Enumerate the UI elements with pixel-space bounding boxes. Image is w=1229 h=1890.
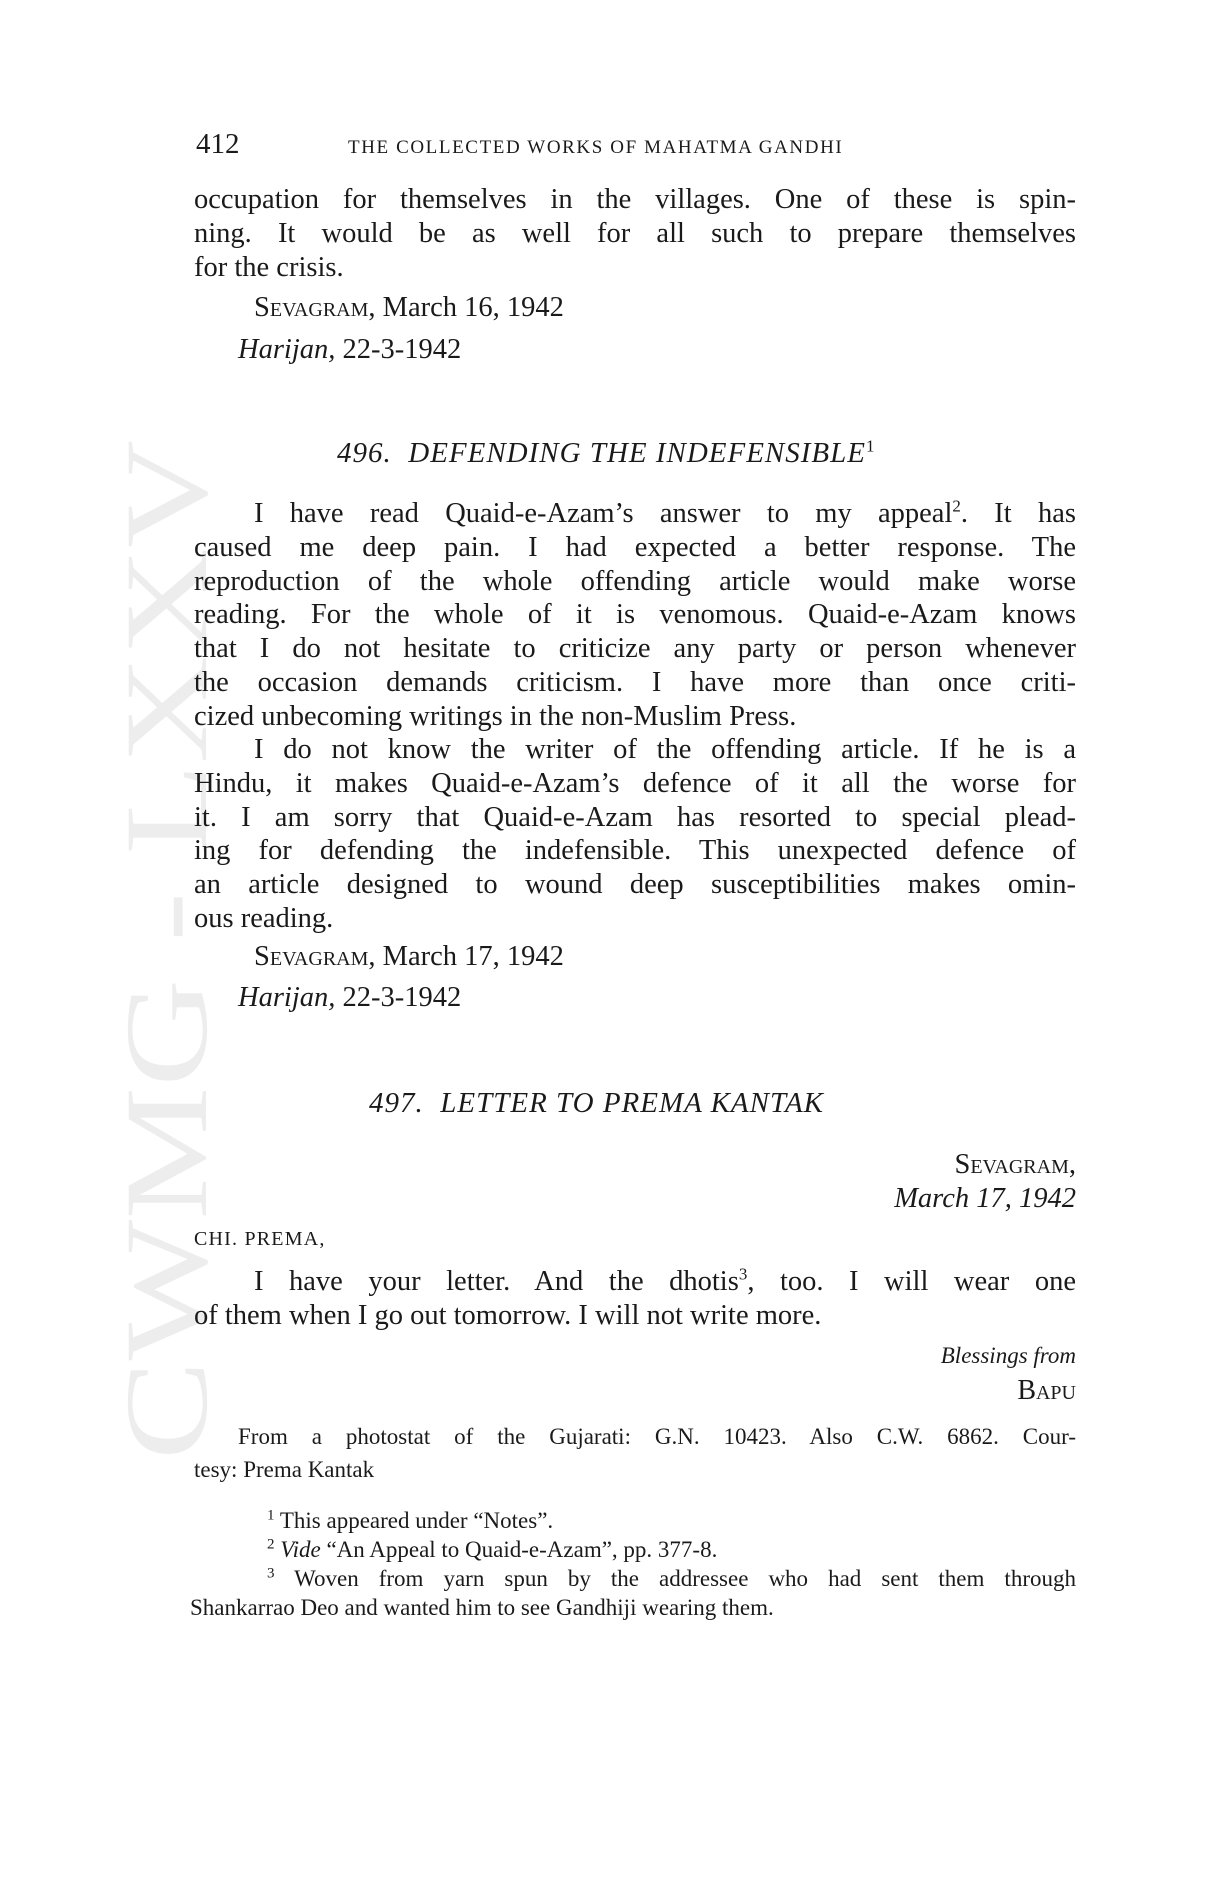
- source-publication: Harijan,: [238, 982, 336, 1013]
- text-line: an article designed to wound deep susceptibilities makes omin-: [194, 869, 1076, 901]
- letter-address: [194, 1148, 1076, 1216]
- text-line: reading. For the whole of it is venomous. Quaid-e-Azam knows: [194, 599, 1076, 631]
- footnote-mark: 2: [267, 1536, 275, 1553]
- footnote-ref: 2: [952, 496, 961, 516]
- footnote-text: This appeared under “Notes”.: [279, 1508, 554, 1533]
- text-line: I have your letter. And the dhotis: [254, 1266, 739, 1297]
- continued-paragraph: [194, 183, 1076, 284]
- text-line: ous reading.: [194, 902, 334, 934]
- section-number: 497.: [369, 1087, 424, 1119]
- letter-body: [194, 1265, 1076, 1333]
- source-date: 22-3-1942: [342, 334, 462, 365]
- footnotes: [190, 1506, 1076, 1622]
- section-title: DEFENDING THE INDEFENSIBLE: [408, 437, 866, 469]
- dateline-1: [194, 291, 1076, 325]
- footnote-mark: 1: [267, 1507, 275, 1524]
- signature: Bapu: [1017, 1375, 1076, 1406]
- section-title: LETTER TO PREMA KANTAK: [440, 1087, 824, 1119]
- address-date: March 17, 1942: [894, 1182, 1076, 1214]
- section-heading-497: [369, 1087, 824, 1120]
- dateline-place: Sevagram,: [254, 292, 376, 323]
- dateline-place: Sevagram,: [254, 941, 376, 972]
- text-line: I do not know the writer of the offending article. If he is a: [254, 734, 1076, 765]
- text-line: ning. It would be as well for all such to prepare themselves: [194, 217, 1076, 249]
- running-head: [196, 128, 1076, 168]
- text-line: it. I am sorry that Quaid-e-Azam has resorted to special plead-: [194, 801, 1076, 833]
- section-heading-496: [337, 437, 876, 470]
- address-place: Sevagram,: [954, 1149, 1076, 1180]
- footnote-ref: 3: [738, 1264, 748, 1284]
- salutation: CHI. PREMA,: [194, 1228, 326, 1250]
- text-line: . It has: [960, 498, 1076, 529]
- blessings: Blessings from: [940, 1343, 1076, 1368]
- dateline-date: March 16, 1942: [382, 292, 564, 323]
- page-number: 412: [196, 128, 240, 160]
- letter-signature: [194, 1343, 1076, 1407]
- source-credit: [194, 1420, 1076, 1486]
- section-496-para-1: [194, 497, 1076, 734]
- footnote-italic: Vide: [280, 1537, 321, 1562]
- source-date: 22-3-1942: [342, 982, 462, 1013]
- source-2: [194, 981, 1076, 1015]
- text-line: occupation for themselves in the villages. One of these is spin-: [194, 184, 1076, 215]
- footnote-ref: 1: [866, 436, 876, 456]
- footnote-text: Woven from yarn spun by the addressee who had sent them through: [294, 1566, 1076, 1591]
- footnote-mark: 3: [267, 1565, 275, 1582]
- running-title: THE COLLECTED WORKS OF MAHATMA GANDHI: [348, 137, 844, 158]
- credit-line: tesy: Prema Kantak: [194, 1457, 375, 1482]
- source-1: [194, 333, 1076, 367]
- watermark-text: CWMG - LXXV: [101, 653, 232, 1460]
- footnote-3: [194, 1564, 1076, 1593]
- text-line: for the crisis.: [194, 251, 344, 283]
- text-line: Hindu, it makes Quaid-e-Azam’s defence of it all the worse for: [194, 767, 1076, 799]
- text-line: caused me deep pain. I had expected a better response. The: [194, 531, 1076, 563]
- dateline-date: March 17, 1942: [382, 941, 564, 972]
- text-line: that I do not hesitate to criticize any party or person whenever: [194, 633, 1076, 665]
- text-line: the occasion demands criticism. I have more than once criti-: [194, 666, 1076, 698]
- credit-line: From a photostat of the Gujarati: G.N. 10423. Also C.W. 6862. Cour-: [238, 1424, 1076, 1449]
- footnote-text: “An Appeal to Quaid-e-Azam”, pp. 377-8.: [326, 1537, 718, 1562]
- section-number: 496.: [337, 437, 392, 469]
- text-line: reproduction of the whole offending article would make worse: [194, 565, 1076, 597]
- dateline-2: [194, 940, 1076, 974]
- text-line: I have read Quaid-e-Azam’s answer to my appeal: [254, 498, 953, 529]
- footnote-2: [194, 1535, 1076, 1564]
- text-line: of them when I go out tomorrow. I will not write more.: [194, 1299, 822, 1331]
- text-line: ing for defending the indefensible. This unexpected defence of: [194, 835, 1076, 867]
- source-publication: Harijan,: [238, 334, 336, 365]
- section-496-para-2: [194, 733, 1076, 936]
- footnote-1: [194, 1506, 1076, 1535]
- text-line: , too. I will wear one: [747, 1266, 1076, 1297]
- footnote-3-cont: Shankarrao Deo and wanted him to see Gandhiji wearing them.: [190, 1595, 774, 1620]
- letter-salutation: [194, 1228, 1076, 1251]
- text-line: cized unbecoming writings in the non-Muslim Press.: [194, 700, 797, 732]
